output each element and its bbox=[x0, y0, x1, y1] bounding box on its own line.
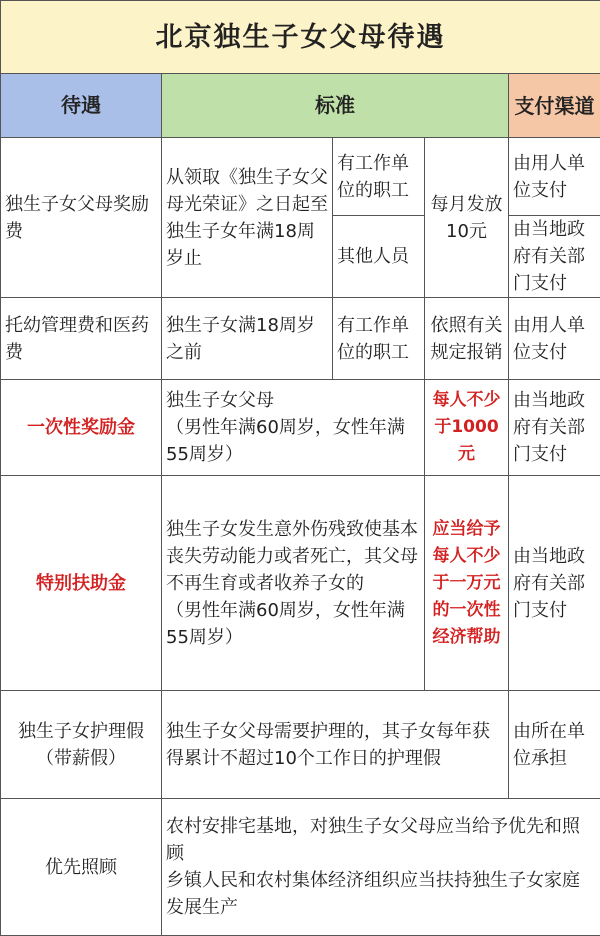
row-jianglifei-pay2: 由当地政府有关部门支付 bbox=[509, 216, 600, 298]
row-tebie-standard bbox=[162, 476, 425, 691]
header-biaozhun: 标准 bbox=[162, 74, 509, 138]
row-tuoyou-standard: 独生子女满18周岁之前 bbox=[162, 298, 333, 380]
header-daiyu: 待遇 bbox=[1, 74, 162, 138]
row-tebie-pay: 由当地政府有关部门支付 bbox=[509, 476, 600, 691]
row-youxian-standard-line2: 乡镇人民和农村集体经济组织应当扶持独生子女家庭发展生产 bbox=[166, 870, 580, 918]
row-tebie-amount: 应当给予每人不少于一万元的一次性经济帮助 bbox=[425, 476, 509, 691]
row-yicixing-standard-line2: （男性年满60周岁，女性年满55周岁） bbox=[166, 417, 405, 465]
row-youxian-name: 优先照顾 bbox=[1, 799, 162, 936]
row-jianglifei-pay1: 由用人单位支付 bbox=[509, 138, 600, 216]
row-jianglifei-amount: 每月发放10元 bbox=[425, 138, 509, 298]
row-yicixing-pay: 由当地政府有关部门支付 bbox=[509, 380, 600, 476]
row-tebie-name: 特别扶助金 bbox=[1, 476, 162, 691]
row-yicixing-standard-line1: 独生子女父母 bbox=[166, 390, 274, 411]
row-jianglifei-sub2: 其他人员 bbox=[333, 216, 425, 298]
row-tebie-standard-line2: （男性年满60周岁，女性年满55周岁） bbox=[166, 599, 405, 648]
table-title: 北京独生子女父母待遇 bbox=[1, 1, 600, 74]
row-tuoyou-name: 托幼管理费和医药费 bbox=[1, 298, 162, 380]
row-jianglifei-name: 独生子女父母奖励费 bbox=[1, 138, 162, 298]
header-pay-channel: 支付渠道 bbox=[509, 74, 600, 138]
row-hulijia-name bbox=[1, 691, 162, 799]
row-youxian-standard-line1: 农村安排宅基地，对独生子女父母应当给予优先和照顾 bbox=[166, 816, 580, 864]
row-tuoyou-amount: 依照有关规定报销 bbox=[425, 298, 509, 380]
row-tuoyou-pay: 由用人单位支付 bbox=[509, 298, 600, 380]
row-jianglifei-sub1: 有工作单位的职工 bbox=[333, 138, 425, 216]
row-yicixing-name: 一次性奖励金 bbox=[1, 380, 162, 476]
row-hulijia-pay: 由所在单位承担 bbox=[509, 691, 600, 799]
row-hulijia-name-line2: （带薪假） bbox=[36, 747, 126, 769]
row-hulijia-standard: 独生子女父母需要护理的，其子女每年获得累计不超过10个工作日的护理假 bbox=[162, 691, 509, 799]
row-yicixing-amount: 每人不少于1000元 bbox=[425, 380, 509, 476]
row-tebie-standard-line1: 独生子女发生意外伤残致使基本丧失劳动能力或者死亡，其父母不再生育或者收养子女的 bbox=[166, 518, 418, 594]
row-yicixing-standard bbox=[162, 380, 425, 476]
row-tuoyou-sub: 有工作单位的职工 bbox=[333, 298, 425, 380]
row-hulijia-name-line1: 独生子女护理假 bbox=[18, 720, 144, 742]
row-youxian-standard bbox=[162, 799, 600, 936]
row-jianglifei-standard: 从领取《独生子女父母光荣证》之日起至独生子女年满18周岁止 bbox=[162, 138, 333, 298]
